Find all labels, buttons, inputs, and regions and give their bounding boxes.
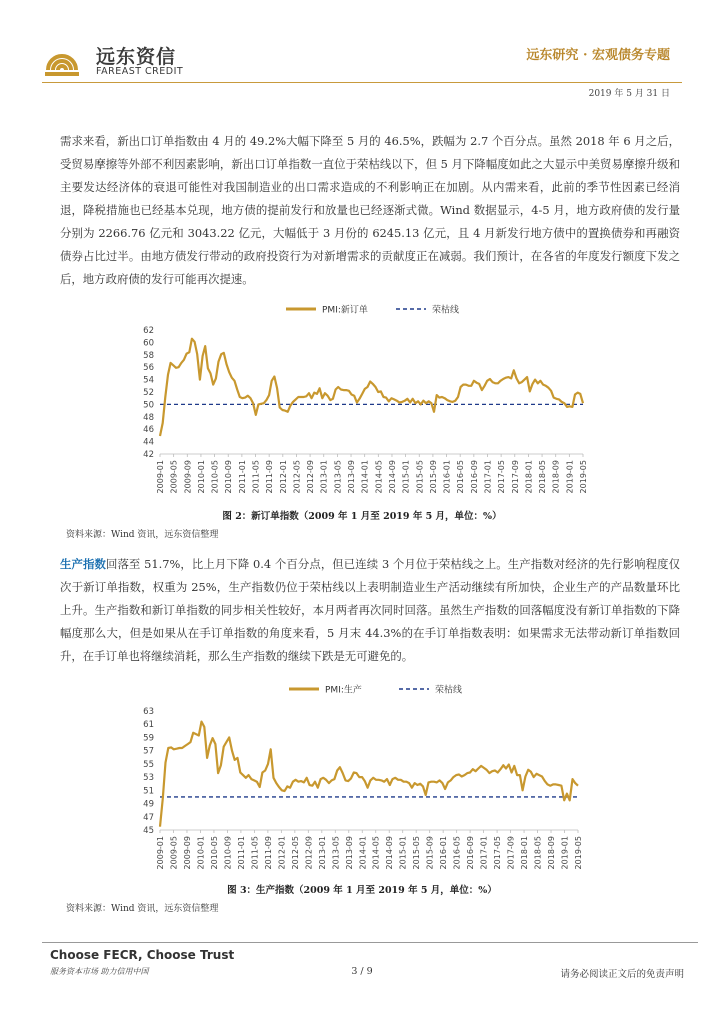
figure-caption-3: 图 3：生产指数（2009 年 1 月至 2019 年 5 月，单位：%） [227,885,497,896]
x-tick-label: 2011-01 [237,460,247,494]
x-tick-label: 2010-01 [196,836,206,870]
x-tick-label: 2015-09 [425,836,435,870]
x-tick-label: 2011-05 [250,836,260,870]
x-tick-label: 2018-09 [547,836,557,870]
x-tick-label: 2011-05 [251,460,261,494]
series-line [160,339,583,436]
x-tick-label: 2017-09 [506,836,516,870]
x-tick-label: 2014-05 [371,836,381,870]
x-tick-label: 2013-01 [319,460,329,494]
x-tick-label: 2012-01 [277,836,287,870]
x-tick-label: 2015-01 [398,836,408,870]
x-tick-label: 2011-09 [263,836,273,870]
header-divider [42,82,682,83]
legend-label-ref: 荣枯线 [432,305,460,316]
y-tick-label: 59 [143,733,154,744]
y-tick-label: 42 [143,450,154,460]
x-tick-label: 2017-01 [483,460,493,494]
y-tick-label: 58 [143,350,154,361]
y-tick-label: 46 [143,425,154,436]
x-tick-label: 2016-05 [456,460,466,494]
x-tick-label: 2017-05 [497,460,507,494]
logo-text-en: FAREAST CREDIT [96,66,184,77]
x-tick-label: 2017-01 [479,836,489,870]
x-tick-label: 2013-09 [347,460,357,494]
x-tick-label: 2009-01 [156,460,165,494]
figure-source-2: 资料来源：Wind 资讯，远东资信整理 [66,530,219,540]
x-tick-label: 2014-09 [385,836,395,870]
y-tick-label: 61 [143,720,154,731]
x-tick-label: 2010-05 [210,460,220,494]
x-tick-label: 2018-01 [520,836,530,870]
x-tick-label: 2016-01 [442,460,452,494]
x-tick-label: 2014-09 [387,460,397,494]
x-tick-label: 2018-01 [524,460,534,494]
y-tick-label: 48 [143,412,154,423]
logo-text-cn: 远东资信 [96,46,177,68]
legend-label-ref: 荣枯线 [435,685,463,696]
x-tick-label: 2011-09 [265,460,275,494]
x-tick-label: 2009-09 [183,460,193,494]
legend-label-main: PMI:生产 [325,685,362,696]
x-tick-label: 2016-01 [439,836,449,870]
y-tick-label: 57 [143,746,154,757]
body-paragraph-2 [60,553,680,668]
x-tick-label: 2010-09 [223,836,233,870]
paragraph-2-text: 回落至 51.7%，比上月下降 0.4 个百分点，但已连续 3 个月位于荣枯线之上。生产指数对经济的先行影响程度仅次于新订单指数，权重为 25%，生产指数仍位于荣枯线以上表明制造业生产活动继续有所加快，企业生产的产品数量环比上升。生产指数和新订单指数的同步相关性较好，本月两者再次同时回落。虽然生产指数的回落幅度没有新订单指数的下降幅度那么大，但是如果从在手订单指数的角度来看，5 月末 44.3%的在手订单指数表明：如果需求无法带动新订单指数回升，在手订单也将继续消耗，那么生产指数的继续下跌是无可避免的。 [60,557,680,663]
y-tick-label: 62 [143,326,154,336]
x-tick-label: 2019-05 [574,836,583,870]
figure-source-3: 资料来源：Wind 资讯，远东资信整理 [66,904,219,914]
highlight-term: 生产指数 [60,557,106,571]
x-tick-label: 2014-05 [374,460,384,494]
x-tick-label: 2013-05 [333,460,343,494]
x-tick-label: 2017-05 [493,836,503,870]
x-tick-label: 2013-01 [317,836,327,870]
series-line [160,722,578,827]
x-tick-label: 2015-09 [428,460,438,494]
x-tick-label: 2018-05 [538,460,548,494]
body-paragraph-1: 需求来看，新出口订单指数由 4 月的 49.2%大幅下降至 5 月的 46.5%，跌幅为 2.7 个百分点。虽然 2018 年 6 月之后，受贸易摩擦等外部不利因素影响，新出口订单指数一直位于荣枯线以下，但 5 月下降幅度如此之大显示中美贸易摩擦升级和主要发达经济体的衰退可能性对我国制造业的出口需求造成的不利影响正在加剧。从内需来看，此前的季节性因素已经消退，降税措施也已经基本兑现，地方债的提前发行和放量也已经逐渐式微。Wind 数据显示，4-5 月，地方政府债的发行量分别为 2266.76 亿元和 3043.22 亿元，大幅低于 3 月份的 6245.13 亿元，且 4 月新发行地方债中的置换债券和再融资债券占比过半。由地方债发行带动的政府投资行为对新增需求的贡献度正在减弱。我们预计，在各省的年度发行额度下发之后，地方政府债的发行可能再次提速。 [60,134,680,286]
disclaimer-note: 请务必阅读正文后的免责声明 [560,969,684,980]
x-tick-label: 2010-01 [196,460,206,494]
x-tick-label: 2014-01 [360,460,370,494]
x-tick-label: 2009-09 [182,836,192,870]
x-tick-label: 2009-05 [169,460,179,494]
y-tick-label: 60 [143,338,154,349]
x-tick-label: 2012-01 [278,460,288,494]
footer-slogan: 服务资本市场 助力信用中国 [50,967,149,976]
y-tick-label: 45 [143,826,154,836]
x-tick-label: 2012-09 [306,460,316,494]
x-tick-label: 2013-05 [331,836,341,870]
x-tick-label: 2011-01 [236,836,246,870]
x-tick-label: 2014-01 [358,836,368,870]
y-tick-label: 44 [143,437,154,448]
y-tick-label: 56 [143,363,154,374]
y-tick-label: 63 [143,707,154,717]
x-tick-label: 2009-05 [169,836,179,870]
y-tick-label: 50 [143,400,154,411]
footer-brand: Choose FECR, Choose Trust [50,948,235,962]
x-tick-label: 2018-05 [533,836,543,870]
x-tick-label: 2010-09 [224,460,234,494]
x-tick-label: 2012-05 [292,460,302,494]
x-tick-label: 2015-05 [412,836,422,870]
y-tick-label: 54 [143,375,154,386]
y-tick-label: 55 [143,759,154,770]
figure-caption-2: 图 2：新订单指数（2009 年 1 月至 2019 年 5 月，单位：%） [222,511,502,522]
x-tick-label: 2009-01 [156,836,165,870]
x-tick-label: 2019-01 [565,460,575,494]
x-tick-label: 2017-09 [510,460,520,494]
footer-divider [42,942,698,943]
x-tick-label: 2019-05 [579,460,588,494]
y-tick-label: 53 [143,773,154,784]
x-tick-label: 2012-05 [290,836,300,870]
y-tick-label: 51 [143,786,154,797]
report-series-title: 远东研究 · 宏观债务专题 [526,48,670,63]
x-tick-label: 2012-09 [304,836,314,870]
x-tick-label: 2015-01 [401,460,411,494]
x-tick-label: 2016-09 [469,460,479,494]
page-number: 3 / 9 [351,966,373,977]
x-tick-label: 2018-09 [551,460,561,494]
report-date: 2019 年 5 月 31 日 [588,89,670,99]
y-tick-label: 49 [143,799,154,810]
x-tick-label: 2016-05 [452,836,462,870]
company-logo-icon [42,42,82,82]
x-tick-label: 2019-01 [560,836,570,870]
x-tick-label: 2016-09 [466,836,476,870]
y-tick-label: 47 [143,812,154,823]
x-tick-label: 2010-05 [209,836,219,870]
y-tick-label: 52 [143,388,154,398]
legend-label-main: PMI:新订单 [322,305,368,316]
x-tick-label: 2015-05 [415,460,425,494]
x-tick-label: 2013-09 [344,836,354,870]
